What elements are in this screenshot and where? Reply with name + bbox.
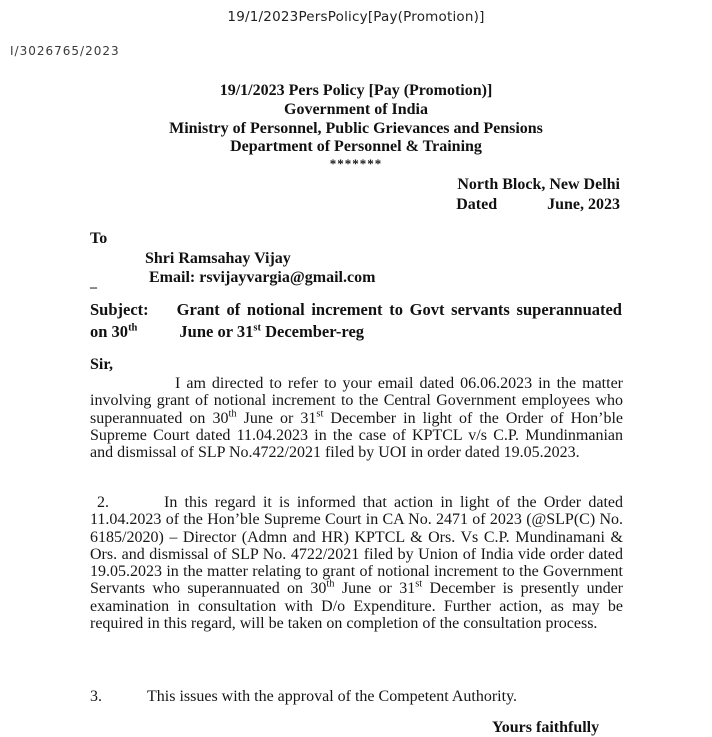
closing-yours-faithfully: Yours faithfully: [492, 719, 600, 736]
letterhead: [0, 82, 712, 170]
dated-label: Dated: [456, 195, 498, 213]
letterhead-separator: *******: [329, 156, 383, 172]
subject-line: [90, 299, 622, 343]
paragraph-1: [90, 375, 623, 461]
place-line: North Block, New Delhi: [457, 176, 620, 193]
para1-sup-st: st: [316, 408, 324, 420]
subject-text-2: June or 31: [179, 322, 254, 341]
letterhead-ministry: Ministry of Personnel, Public Grievances and Pensions: [169, 119, 543, 137]
document-top-header: 19/1/2023PersPolicy[Pay(Promotion)]: [227, 9, 485, 25]
file-reference-number: I/3026765/2023: [10, 44, 120, 58]
letterhead-org: Government of India: [284, 100, 428, 118]
subject-text-3: December-reg: [260, 322, 365, 341]
subject-sup-th: th: [128, 322, 138, 334]
para3-text: This issues with the approval of the Competent Authority.: [147, 688, 518, 705]
recipient-block: [90, 230, 375, 286]
para1-text-1: I am directed to refer to your email dated 06.06.2023 in the matter involving grant of notional increment to the Central Government employees who superannuated on 30: [90, 375, 623, 427]
subject-dash-mark: –: [90, 280, 97, 295]
para2-sup-st: st: [415, 579, 423, 591]
para1-sup-th: th: [228, 408, 237, 420]
recipient-name: Shri Ramsahay Vijay: [145, 250, 291, 267]
subject-label: Subject:: [90, 300, 149, 319]
para2-text-1: In this regard it is informed that action in light of the Order dated 11.04.2023 of the Hon’ble Supreme Court in CA No. 2471 of 2023 (@SLP(C) No. 6185/2020) – Director (Admn and HR) KPTCL & Ors. Vs C.P. Mundinamani & Ors. and dismissal of SLP No. 4722/2021 filed by Union of India vide order dated 19.05.2023 in the matter relating to grant of notional increment to the Government Servants who superannuated on 30: [90, 494, 623, 598]
dated-line: [456, 195, 620, 215]
para2-number: 2.: [97, 494, 109, 511]
subject-sup-st: st: [253, 322, 261, 334]
recipient-email: Email: rsvijayvargia@gmail.com: [149, 269, 376, 286]
para1-text-3: December in light of the Order of Hon’ble Supreme Court dated 11.04.2023 in the case of KPTCL v/s C.P. Mundinmanian and dismissal of SLP No.4722/2021 filed by UOI in order dated 19.05.2023.: [90, 409, 624, 462]
para2-text-3: December is presently under examination in consultation with D/o Expenditure. Further action, as may be required in this regard, will be taken on completion of the consultation process.: [90, 580, 623, 633]
to-label: To: [90, 230, 108, 247]
para2-sup-th: th: [326, 579, 335, 591]
subject-text-1: Grant of notional increment to Govt servants superannuated on 30: [90, 300, 622, 341]
salutation: Sir,: [90, 356, 113, 373]
paragraph-3: [90, 688, 623, 705]
para2-text-2: June or 31: [334, 580, 416, 598]
para1-text-2: June or 31: [236, 409, 317, 427]
letterhead-ref-line: 19/1/2023 Pers Policy [Pay (Promotion)]: [219, 82, 493, 99]
para3-number: 3.: [90, 688, 102, 705]
paragraph-2: [90, 494, 623, 632]
letterhead-department: Department of Personnel & Training: [230, 138, 482, 156]
place-date-block: [456, 175, 620, 214]
dated-value: June, 2023: [547, 195, 620, 213]
